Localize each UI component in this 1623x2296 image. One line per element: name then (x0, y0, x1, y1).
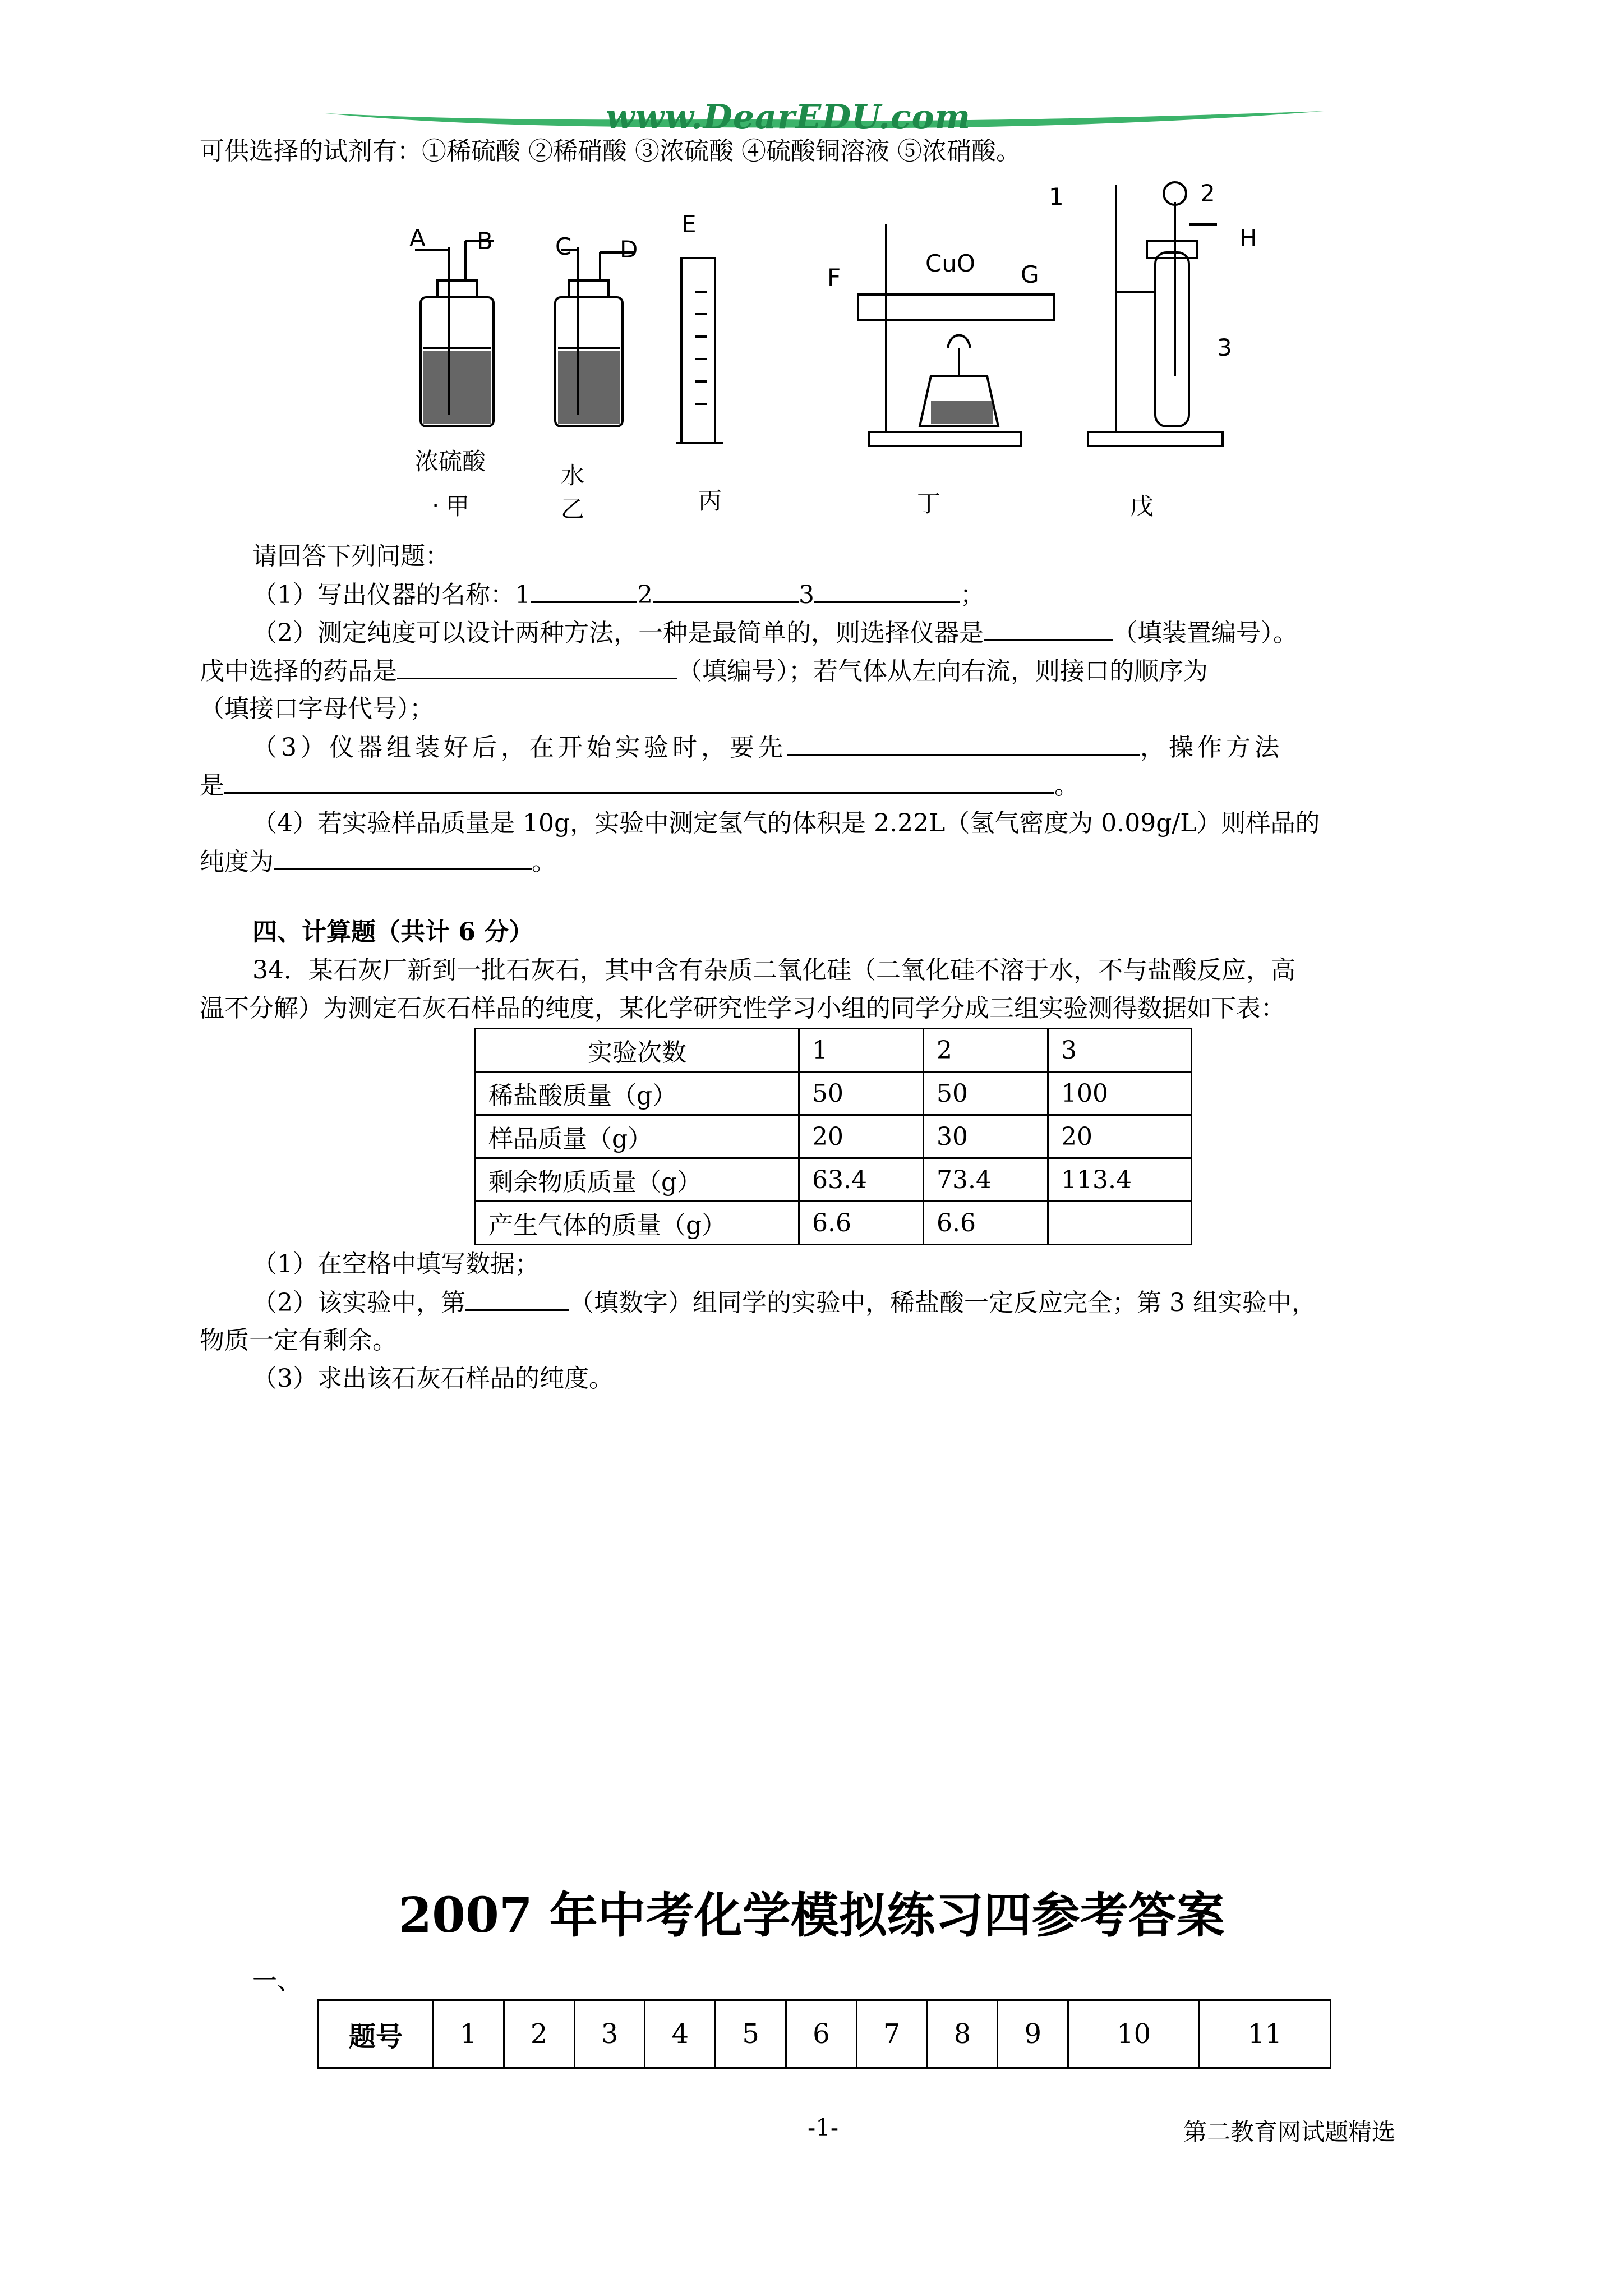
table-row (476, 1158, 1192, 1202)
q1-end: ； (960, 581, 985, 609)
table-cell: 1 (434, 2000, 504, 2068)
table-cell: 20 (799, 1115, 924, 1158)
table-cell: 实验次数 (476, 1029, 799, 1072)
reagents-line: 可供选择的试剂有：①稀硫酸 ②稀硝酸 ③浓硫酸 ④硫酸铜溶液 ⑤浓硝酸。 (200, 137, 1021, 165)
table-cell: 8 (927, 2000, 998, 2068)
bing-name-label: 丙 (698, 487, 722, 514)
table-cell: 5 (716, 2000, 786, 2068)
table-cell: 9 (998, 2000, 1068, 2068)
q3-blank-1[interactable] (787, 729, 1140, 756)
table-cell: 100 (1048, 1072, 1192, 1115)
table-cell: 产生气体的质量（g） (476, 1202, 799, 1245)
yi-name-label: 乙 (561, 495, 585, 523)
q1-blank-3[interactable] (814, 577, 960, 603)
s2-prefix: （2）该实验中，第 (252, 1289, 465, 1317)
table-cell: 63.4 (799, 1158, 924, 1202)
table-cell: 11 (1200, 2000, 1331, 2068)
table-cell: 4 (645, 2000, 716, 2068)
q34-line1: 34．某石灰厂新到一批石灰石，其中含有杂质二氧化硅（二氧化硅不溶于水，不与盐酸反应，高 (252, 956, 1295, 984)
s2-suffix: （填数字）组同学的实验中，稀盐酸一定反应完全；第 3 组实验中， (569, 1289, 1316, 1317)
page-number: -1- (808, 2114, 839, 2141)
blank-gas-cell[interactable] (1048, 1202, 1192, 1245)
ding-f-label: F (827, 264, 841, 291)
table-cell: 3 (574, 2000, 645, 2068)
yi-content-label: 水 (561, 462, 585, 489)
table-cell: 113.4 (1048, 1158, 1192, 1202)
table-cell: 10 (1068, 2000, 1200, 2068)
footer-source: 第二教育网试题精选 (1183, 2118, 1396, 2146)
table-row (476, 1029, 1192, 1072)
wu-2-label: 2 (1200, 180, 1215, 207)
question-4-line1: （4）若实验样品质量是 10g，实验中测定氢气的体积是 2.22L（氢气密度为 0.09g/L）则样品的 (252, 809, 1320, 838)
question-3-line1 (252, 729, 1283, 766)
q3-blank-2[interactable] (224, 767, 1054, 794)
jia-mark: . (432, 485, 440, 513)
apparatus-drawing (393, 180, 1267, 539)
question-2-line3: （填接口字母代号）； (200, 694, 434, 723)
q1-prefix: （1）写出仪器的名称：1 (252, 581, 531, 609)
question-2-line2 (200, 653, 1208, 689)
wu-h-label: H (1239, 224, 1257, 252)
table-row (319, 2000, 1331, 2068)
questions-intro: 请回答下列问题： (252, 542, 450, 570)
port-c-label: C (555, 233, 572, 260)
table-cell: 2 (924, 1029, 1048, 1072)
ding-name-label: 丁 (917, 490, 941, 517)
sub-question-3: （3）求出该石灰石样品的纯度。 (252, 1364, 614, 1393)
answer-section-label: 一、 (252, 1967, 302, 1995)
table-cell: 50 (924, 1072, 1048, 1115)
wu-name-label: 戊 (1130, 493, 1154, 520)
q3-line1-suffix: ，操作方法 (1140, 733, 1283, 762)
site-url: www.DearEDU.com (606, 98, 971, 137)
answer-title: 2007 年中考化学模拟练习四参考答案 (398, 1887, 1225, 1944)
answer-table (317, 1999, 1331, 2069)
table-cell: 3 (1048, 1029, 1192, 1072)
bing-e-label: E (681, 210, 697, 238)
table-row (476, 1115, 1192, 1158)
jia-content-label: 浓硫酸 (415, 448, 486, 475)
table-cell: 6 (786, 2000, 856, 2068)
table-cell: 73.4 (924, 1158, 1048, 1202)
table-cell: 6.6 (924, 1202, 1048, 1245)
s2-blank[interactable] (465, 1285, 569, 1311)
q1-mid2: 3 (799, 581, 814, 609)
q2-line1-prefix: （2）测定纯度可以设计两种方法，一种是最简单的，则选择仪器是 (252, 619, 984, 647)
table-cell: 2 (504, 2000, 574, 2068)
jia-name-label: 甲 (446, 493, 470, 520)
q4-line2-suffix: 。 (532, 848, 556, 876)
experiment-table (474, 1028, 1192, 1245)
q3-line2-suffix: 。 (1054, 771, 1079, 800)
section-4-title: 四、计算题（共计 6 分） (252, 918, 534, 946)
q4-line2-prefix: 纯度为 (200, 848, 274, 876)
q2-line2-prefix: 戊中选择的药品是 (200, 657, 397, 685)
table-cell: 题号 (319, 2000, 434, 2068)
q2-line2-suffix: （填编号）；若气体从左向右流，则接口的顺序为 (677, 657, 1208, 685)
port-d-label: D (620, 236, 638, 263)
q3-line1-prefix: （3）仪器组装好后，在开始实验时，要先 (252, 733, 787, 762)
table-cell: 50 (799, 1072, 924, 1115)
q2-blank-1[interactable] (984, 615, 1113, 641)
table-row (476, 1072, 1192, 1115)
q1-blank-1[interactable] (531, 577, 637, 603)
ding-reagent-label: CuO (925, 250, 976, 277)
table-cell: 30 (924, 1115, 1048, 1158)
question-4-line2 (200, 844, 556, 880)
apparatus-figure (393, 180, 1267, 539)
table-cell: 剩余物质质量（g） (476, 1158, 799, 1202)
q34-line2: 温不分解）为测定石灰石样品的纯度，某化学研究性学习小组的同学分成三组实验测得数据如下表： (200, 994, 1285, 1023)
table-cell: 7 (856, 2000, 927, 2068)
question-3-line2 (200, 767, 1079, 804)
question-1 (252, 577, 985, 613)
ding-g-label: G (1021, 261, 1039, 288)
q1-blank-2[interactable] (653, 577, 799, 603)
table-cell: 1 (799, 1029, 924, 1072)
table-cell: 20 (1048, 1115, 1192, 1158)
question-2-line1 (252, 615, 1298, 651)
table-cell: 样品质量（g） (476, 1115, 799, 1158)
q4-blank[interactable] (274, 844, 532, 870)
table-row (476, 1202, 1192, 1245)
q1-mid1: 2 (637, 581, 653, 609)
q2-line1-suffix: （填装置编号）。 (1113, 619, 1298, 647)
wu-3-label: 3 (1217, 334, 1232, 361)
sub-question-2-line2: 物质一定有剩余。 (200, 1326, 397, 1355)
table-cell: 6.6 (799, 1202, 924, 1245)
port-b-label: B (477, 227, 493, 255)
q3-line2-prefix: 是 (200, 771, 224, 800)
sub-question-1: （1）在空格中填写数据； (252, 1250, 540, 1278)
wu-1-label: 1 (1049, 183, 1064, 210)
sub-question-2 (252, 1285, 1316, 1321)
table-cell: 稀盐酸质量（g） (476, 1072, 799, 1115)
q2-blank-2[interactable] (397, 653, 677, 679)
port-a-label: A (409, 224, 426, 252)
